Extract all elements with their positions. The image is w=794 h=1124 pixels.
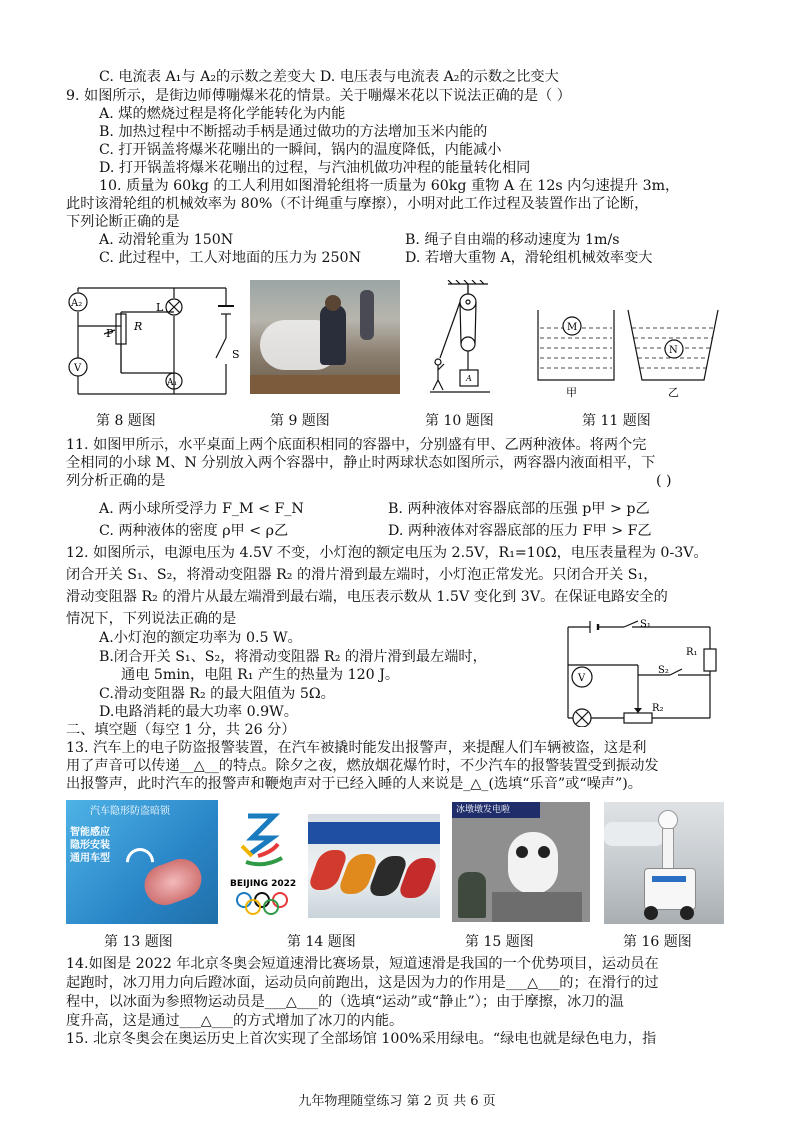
fig14-logo-text: BEIJING 2022 [230, 879, 297, 889]
q10-stem-3: 下列论断正确的是 [66, 214, 180, 230]
q10-option-a: A. 动滑轮重为 150N [99, 232, 234, 248]
q11-answer-paren: ( ) [656, 473, 672, 489]
q10-option-b: B. 绳子自由端的移动速度为 1m/s [405, 232, 620, 248]
fig9-photo [250, 280, 400, 394]
q12-option-d: D.电路消耗的最大功率 0.9W。 [99, 704, 298, 720]
q15-stem-1: 15. 北京冬奥会在奥运历史上首次实现了全部场馆 100%采用绿电。“绿电也就是绿色电力，指 [66, 1031, 657, 1047]
q10-stem-1: 10. 质量为 60kg 的工人利用如图滑轮组将一质量为 60kg 重物 A 在 12s 内匀速提升 3m， [99, 178, 680, 194]
fig12-label-r2: R₂ [652, 703, 664, 714]
q9-option-c: C. 打开锅盖将爆米花嘣出的一瞬间，锅内的温度降低，内能减小 [99, 142, 502, 158]
q13-stem-2: 用了声音可以传递__△__的特点。除夕之夜，燃放烟花爆竹时，不少汽车的报警装置受到振动发 [66, 758, 659, 774]
fig11-containers [534, 300, 724, 400]
q13-stem-1: 13. 汽车上的电子防盗报警装置，在汽车被撬时能发出报警声，来提醒人们车辆被盗，这是利 [66, 740, 647, 756]
fig12-label-r1: R₁ [686, 647, 698, 658]
fig8-label-r: R [134, 320, 143, 333]
fig8-label-s: S [232, 348, 240, 361]
rink-banner [308, 822, 440, 844]
q10-option-c: C. 此过程中，工人对地面的压力为 250N [99, 250, 361, 266]
caption-fig14: 第 14 题图 [287, 934, 356, 950]
q14-stem-2: 起跑时，冰刀用力向后蹬冰面，运动员向前跑出，这是因为力的作用是___△___的；在滑行的过 [66, 975, 659, 991]
robot-wheel-right [680, 906, 694, 920]
caption-fig15: 第 15 题图 [465, 934, 534, 950]
fig11-label-m: M [567, 322, 578, 333]
plant [458, 872, 486, 918]
panda-eye-left [516, 846, 528, 858]
q10-option-d: D. 若增大重物 A，滑轮组机械效率变大 [405, 250, 653, 266]
caption-fig13: 第 13 题图 [104, 934, 173, 950]
caption-fig10: 第 10 题图 [425, 413, 494, 429]
fig8-label-l: L [156, 301, 164, 314]
q9-option-b: B. 加热过程中不断摇动手柄是通过做功的方法增加玉米内能的 [99, 124, 488, 140]
fig13-title: 汽车隐形防盗暗锁 [90, 806, 170, 817]
q11-option-b: B. 两种液体对容器底部的压强 p甲 > p乙 [388, 501, 650, 517]
fig13-feature-1: 智能感应 [70, 827, 110, 838]
q9-option-d: D. 打开锅盖将爆米花嘣出的过程，与汽油机做功冲程的能量转化相同 [99, 160, 531, 176]
vendor-head [325, 295, 341, 311]
ground [250, 375, 400, 394]
q10-stem-2: 此时该滑轮组的机械效率为 80%（不计绳重与摩擦），小明对此工作过程及装置作出了论断， [66, 196, 649, 212]
q12-option-b: B.闭合开关 S₁、S₂，将滑动变阻器 R₂ 的滑片滑到最左端时， [99, 649, 487, 665]
caption-fig8: 第 8 题图 [96, 413, 156, 429]
q12-option-c: C.滑动变阻器 R₂ 的最大阻值为 5Ω。 [99, 686, 335, 702]
fig13-features [70, 826, 110, 865]
fig8-circuit [66, 278, 246, 400]
section2-title: 二、填空题（每空 1 分，共 26 分） [66, 722, 296, 738]
q14-stem-4: 度升高，这是通过___△___的方式增加了冰刀的内能。 [66, 1013, 404, 1029]
robot-body [644, 868, 696, 910]
q14-stem-1: 14.如图是 2022 年北京冬奥会短道速滑比赛场景，短道速滑是我国的一个优势项目，运动员在 [66, 956, 659, 972]
table [492, 892, 582, 922]
q12-stem-2: 闭合开关 S₁、S₂，将滑动变阻器 R₂ 的滑片滑到最左端时，小灯泡正常发光。只闭合开关 S₁， [66, 567, 658, 583]
q11-option-a: A. 两小球所受浮力 F_M < F_N [99, 501, 304, 517]
fig11-label-n: N [669, 345, 678, 356]
fig8-label-v: V [74, 363, 82, 374]
fig11-label-yi: 乙 [668, 386, 679, 399]
fig8-label-a1: A₁ [167, 378, 178, 388]
q9-option-a: A. 煤的燃烧过程是将化学能转化为内能 [99, 106, 346, 122]
q13-stem-3: 出报警声，此时汽车的报警声和鞭炮声对于已经入睡的人来说是_△_(选填“乐音”或“噪声”)。 [66, 776, 642, 792]
q11-stem-1: 11. 如图甲所示，水平桌面上两个底面积相同的容器中，分别盛有甲、乙两种液体。将两个完 [66, 437, 647, 453]
vendor-figure [320, 305, 346, 365]
parked-car [604, 822, 664, 846]
q9-stem: 9. 如图所示，是街边师傅嘣爆米花的情景。关于嘣爆米花以下说法正确的是（ ） [66, 88, 571, 104]
fig12-label-s1: S₁ [640, 619, 651, 630]
fig8-label-p: P [106, 327, 114, 340]
q12-option-a: A.小灯泡的额定功率为 0.5 W。 [99, 630, 302, 646]
fig10-pulley [430, 280, 496, 402]
fig8-label-a2: A₂ [71, 298, 83, 309]
robot-stripe [652, 876, 686, 882]
q12-stem-3: 滑动变阻器 R₂ 的滑片从最左端滑到最右端，电压表示数从 1.5V 变化到 3V。在保证电路安全的 [66, 589, 668, 605]
fig14-photo [308, 814, 440, 918]
q8-options-cd: C. 电流表 A₁与 A₂的示数之差变大 D. 电压表与电流表 A₂的示数之比变大 [99, 69, 559, 85]
fig12-label-v: V [578, 673, 586, 684]
fig11-label-jia: 甲 [566, 386, 577, 399]
q11-option-c: C. 两种液体的密度 ρ甲 < ρ乙 [99, 523, 289, 539]
caption-fig11: 第 11 题图 [582, 413, 651, 429]
fig15-banner: 冰墩墩发电啦 [452, 802, 540, 818]
caption-fig16: 第 16 题图 [623, 934, 692, 950]
panda-eye-right [538, 846, 550, 858]
robot-camera [658, 810, 678, 830]
bystander-figure [360, 290, 374, 340]
fig13-feature-2: 隐形安装 [70, 840, 110, 851]
fig15-photo [452, 802, 590, 922]
fig12-circuit [560, 615, 725, 727]
panda-mascot [508, 832, 558, 894]
q14-stem-3: 程中，以冰面为参照物运动员是___△___的（选填“运动”或“静止”）；由于摩擦，冰刀的温 [66, 994, 624, 1010]
fig10-label-a: A [466, 374, 472, 383]
q11-option-d: D. 两种液体对容器底部的压力 F甲 > F乙 [388, 523, 652, 539]
page-footer: 九年物理随堂练习 第 2 页 共 6 页 [298, 1094, 496, 1109]
fig16-photo [604, 802, 724, 924]
q11-stem-3: 列分析正确的是 [66, 473, 166, 489]
caption-fig9: 第 9 题图 [270, 413, 330, 429]
q11-stem-2: 全相同的小球 M、N 分别放入两个容器中，静止时两球状态如图所示，两容器内液面相平，下 [66, 455, 656, 471]
robot-wheel-left [644, 906, 658, 920]
fig14-olympic-logo [228, 806, 298, 922]
fig13-feature-3: 通用车型 [70, 853, 110, 864]
q12-stem-4: 情况下，下列说法正确的是 [66, 611, 237, 627]
fig13-photo [66, 800, 218, 924]
fig12-label-s2: S₂ [658, 665, 669, 676]
q12-option-b-cont: 通电 5min，电阻 R₁ 产生的热量为 120 J。 [121, 667, 400, 683]
q12-stem-1: 12. 如图所示，电源电压为 4.5V 不变，小灯泡的额定电压为 2.5V，R₁=10Ω，电压表量程为 0-3V。 [66, 545, 708, 561]
robot-mast [662, 828, 674, 870]
